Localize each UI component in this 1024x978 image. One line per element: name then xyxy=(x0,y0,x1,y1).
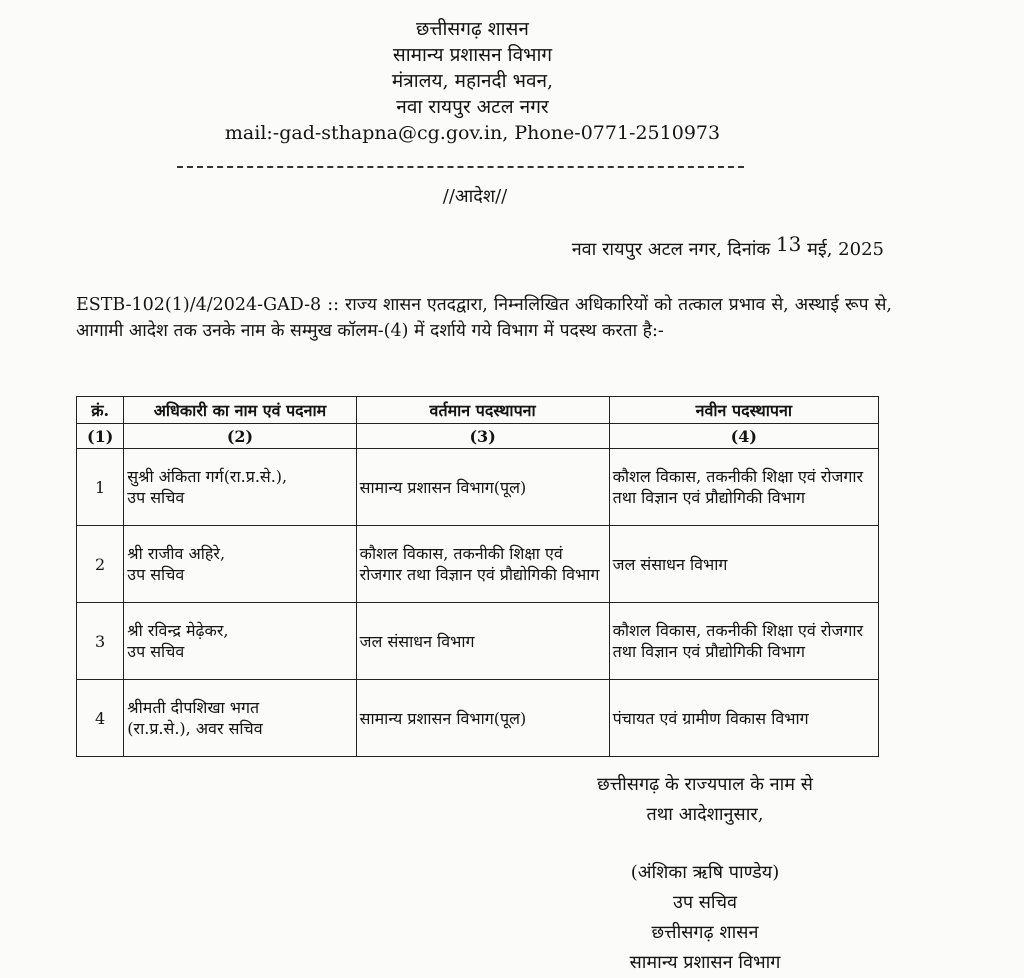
signature-block xyxy=(560,770,850,978)
date-prefix: नवा रायपुर अटल नगर, दिनांक xyxy=(571,239,771,260)
officer-name: श्री रविन्द्र मेढ़ेकर, xyxy=(127,621,229,640)
col-header-officer: अधिकारी का नाम एवं पदनाम xyxy=(124,397,356,424)
col-header-serial: क्रं. xyxy=(77,397,124,424)
letterhead-government: छत्तीसगढ़ शासन xyxy=(416,18,529,40)
new-posting: जल संसाधन विभाग xyxy=(609,526,878,603)
officer-name: श्री राजीव अहिरे, xyxy=(127,544,226,563)
serial-number: 1 xyxy=(77,449,124,526)
new-posting: पंचायत एवं ग्रामीण विकास विभाग xyxy=(609,680,878,757)
officer-cell xyxy=(124,526,356,603)
officer-cell xyxy=(124,603,356,680)
table-header-row xyxy=(77,397,879,424)
header-divider xyxy=(177,166,744,168)
serial-number: 3 xyxy=(77,603,124,680)
signatory-government: छत्तीसगढ़ शासन xyxy=(651,922,759,943)
authority-line: छत्तीसगढ़ के राज्यपाल के नाम से xyxy=(597,774,813,795)
authority-line-2: तथा आदेशानुसार, xyxy=(646,804,764,825)
officer-name: सुश्री अंकिता गर्ग(रा.प्र.से.), xyxy=(127,467,288,486)
officer-designation: (रा.प्र.से.), अवर सचिव xyxy=(127,719,263,738)
serial-number: 2 xyxy=(77,526,124,603)
table-row xyxy=(77,526,879,603)
col-number: (2) xyxy=(124,424,356,449)
posting-table xyxy=(76,396,879,757)
col-header-new-posting: नवीन पदस्थापना xyxy=(609,397,878,424)
letterhead-department: सामान्य प्रशासन विभाग xyxy=(392,44,553,66)
signatory-department: सामान्य प्रशासन विभाग xyxy=(629,952,781,973)
signatory-name: (अंशिका ऋषि पाण्डेय) xyxy=(630,862,780,883)
officer-designation: उप सचिव xyxy=(127,642,185,661)
new-posting: कौशल विकास, तकनीकी शिक्षा एवं रोजगार तथा विज्ञान एवं प्रौद्योगिकी विभाग xyxy=(609,449,878,526)
officer-name: श्रीमती दीपशिखा भगत xyxy=(127,698,260,717)
col-number: (3) xyxy=(356,424,609,449)
col-number: (4) xyxy=(609,424,878,449)
order-title: //आदेश// xyxy=(442,186,508,207)
table-row xyxy=(77,680,879,757)
date-suffix: मई, 2025 xyxy=(807,239,884,260)
current-posting: कौशल विकास, तकनीकी शिक्षा एवं रोजगार तथा विज्ञान एवं प्रौद्योगिकी विभाग xyxy=(356,526,609,603)
officer-designation: उप सचिव xyxy=(127,565,185,584)
officer-cell xyxy=(124,449,356,526)
order-date xyxy=(571,232,884,261)
current-posting: सामान्य प्रशासन विभाग(पूल) xyxy=(356,680,609,757)
serial-number: 4 xyxy=(77,680,124,757)
officer-designation: उप सचिव xyxy=(127,488,185,507)
col-number: (1) xyxy=(77,424,124,449)
table-number-row xyxy=(77,424,879,449)
table-row xyxy=(77,603,879,680)
date-day: 13 xyxy=(775,232,802,256)
table-row xyxy=(77,449,879,526)
new-posting: कौशल विकास, तकनीकी शिक्षा एवं रोजगार तथा विज्ञान एवं प्रौद्योगिकी विभाग xyxy=(609,603,878,680)
col-header-current-posting: वर्तमान पदस्थापना xyxy=(356,397,609,424)
letterhead-city: नवा रायपुर अटल नगर xyxy=(396,96,549,118)
signatory-designation: उप सचिव xyxy=(672,892,738,913)
letterhead xyxy=(0,16,945,146)
letterhead-building: मंत्रालय, महानदी भवन, xyxy=(391,70,554,92)
current-posting: सामान्य प्रशासन विभाग(पूल) xyxy=(356,449,609,526)
officer-cell xyxy=(124,680,356,757)
letterhead-contact: mail:-gad-sthapna@cg.gov.in, Phone-0771-2510973 xyxy=(224,122,721,144)
order-paragraph: ESTB-102(1)/4/2024-GAD-8 :: राज्य शासन एतदद्वारा, निम्नलिखित अधिकारियों को तत्काल प्रभाव से, अस्थाई रूप से, आगामी आदेश तक उनके नाम के सम्मुख कॉलम-(4) में दर्शाये गये विभाग में पदस्थ करता है:- xyxy=(76,295,892,341)
current-posting: जल संसाधन विभाग xyxy=(356,603,609,680)
